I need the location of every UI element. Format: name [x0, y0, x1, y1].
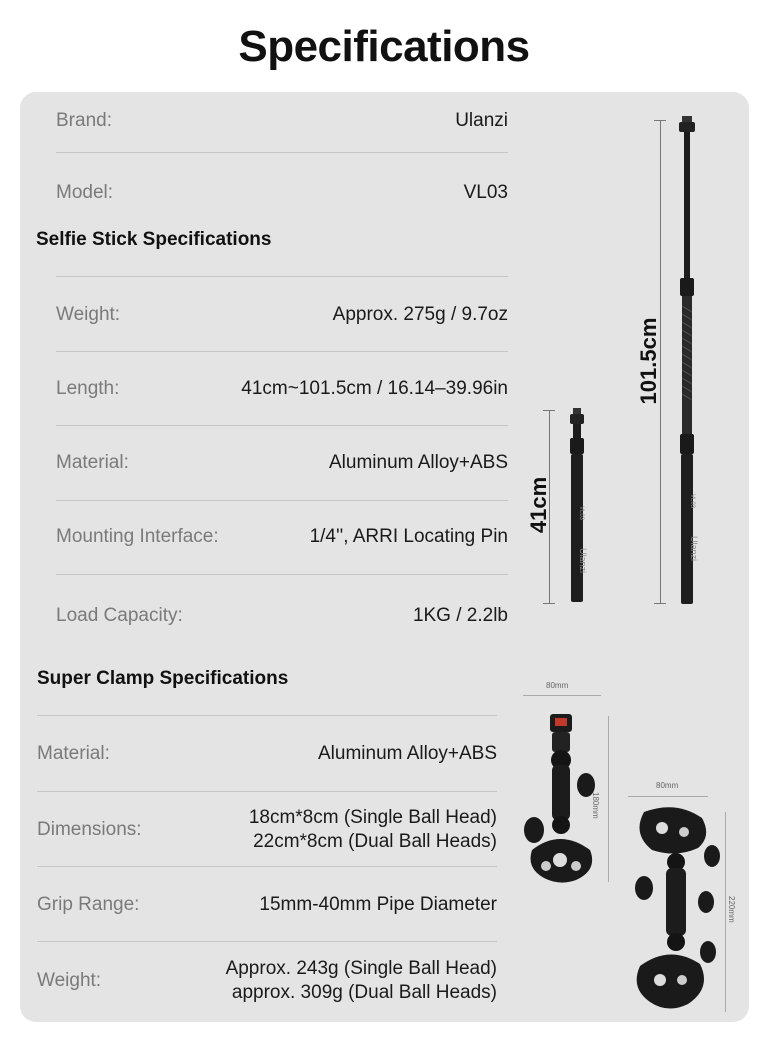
spec-value: 1/4'', ARRI Locating Pin: [309, 526, 508, 548]
spec-label: Grip Range:: [37, 894, 140, 915]
spec-value: Aluminum Alloy+ABS: [329, 452, 508, 474]
spec-row-brand: [56, 106, 508, 136]
dimension-tick: [654, 603, 666, 604]
spec-label: Material:: [56, 452, 129, 473]
spec-row-material: [56, 448, 508, 478]
clamp1-width-label: 80mm: [546, 681, 569, 690]
spec-value: Approx. 243g (Single Ball Head): [225, 958, 497, 980]
dimension-line: [628, 796, 708, 797]
short-selfie-stick-image: [563, 408, 591, 606]
spec-label: Weight:: [56, 304, 121, 325]
divider: [56, 425, 508, 426]
spec-label: Weight:: [37, 970, 102, 991]
spec-row-length: [56, 374, 508, 404]
dual-ball-head-clamp-image: [626, 804, 722, 1022]
spec-value-group: [249, 806, 497, 854]
spec-value: VL03: [463, 182, 508, 204]
clamp2-width-label: 80mm: [656, 781, 679, 790]
section-heading-super-clamp: Super Clamp Specifications: [37, 668, 289, 689]
spec-value: 41cm~101.5cm / 16.14–39.96in: [241, 378, 508, 400]
stick-model-text: VL03: [689, 494, 695, 509]
spec-value: 22cm*8cm (Dual Ball Heads): [253, 831, 497, 852]
divider: [37, 791, 497, 792]
divider: [56, 276, 508, 277]
divider: [56, 574, 508, 575]
dimension-line: [523, 695, 601, 696]
spec-value: Approx. 275g / 9.7oz: [332, 304, 508, 326]
stick-brand-text: Ulanzi: [578, 548, 588, 574]
spec-row-load-capacity: [56, 601, 508, 631]
divider: [56, 500, 508, 501]
section-heading-selfie-stick: Selfie Stick Specifications: [36, 229, 272, 250]
clamp2-height-label: 220mm: [727, 896, 736, 923]
page-title: Specifications: [238, 22, 530, 71]
divider: [37, 715, 497, 716]
spec-row-model: [56, 178, 508, 208]
spec-row-clamp-dimensions: [37, 805, 497, 855]
spec-label: Load Capacity:: [56, 605, 183, 626]
divider: [37, 941, 497, 942]
spec-label: Dimensions:: [37, 819, 142, 840]
long-stick-length-label: 101.5cm: [636, 317, 661, 405]
spec-label: Material:: [37, 743, 110, 764]
spec-label: Brand:: [56, 110, 112, 131]
dimension-tick: [543, 410, 555, 411]
spec-value: approx. 309g (Dual Ball Heads): [231, 982, 497, 1003]
spec-panel: [20, 92, 749, 1022]
dimension-tick: [654, 120, 666, 121]
spec-value: 18cm*8cm (Single Ball Head): [248, 807, 497, 829]
spec-label: Model:: [56, 182, 114, 203]
divider: [37, 866, 497, 867]
spec-row-mounting-interface: [56, 522, 508, 552]
spec-row-clamp-weight: [37, 956, 497, 1006]
spec-row-weight: [56, 300, 508, 330]
dimension-line: [725, 812, 726, 1012]
spec-row-clamp-material: [37, 739, 497, 769]
clamp1-height-label: 180mm: [591, 792, 600, 819]
long-selfie-stick-image: [670, 116, 704, 608]
dimension-tick: [543, 603, 555, 604]
single-ball-head-clamp-image: [520, 710, 604, 890]
stick-model-text: VL03: [578, 506, 584, 521]
spec-value-group: [226, 957, 497, 1005]
spec-value: 1KG / 2.2lb: [412, 605, 508, 627]
spec-label: Length:: [56, 378, 120, 399]
divider: [56, 152, 508, 153]
dimension-line: [608, 716, 609, 882]
spec-value: Aluminum Alloy+ABS: [318, 743, 497, 765]
stick-brand-text: Ulanzi: [689, 536, 699, 562]
short-stick-length-label: 41cm: [526, 476, 551, 534]
spec-row-clamp-grip-range: [37, 890, 497, 920]
spec-label: Mounting Interface:: [56, 526, 219, 547]
spec-value: Ulanzi: [455, 110, 508, 132]
spec-value: 15mm-40mm Pipe Diameter: [259, 894, 497, 916]
divider: [56, 351, 508, 352]
